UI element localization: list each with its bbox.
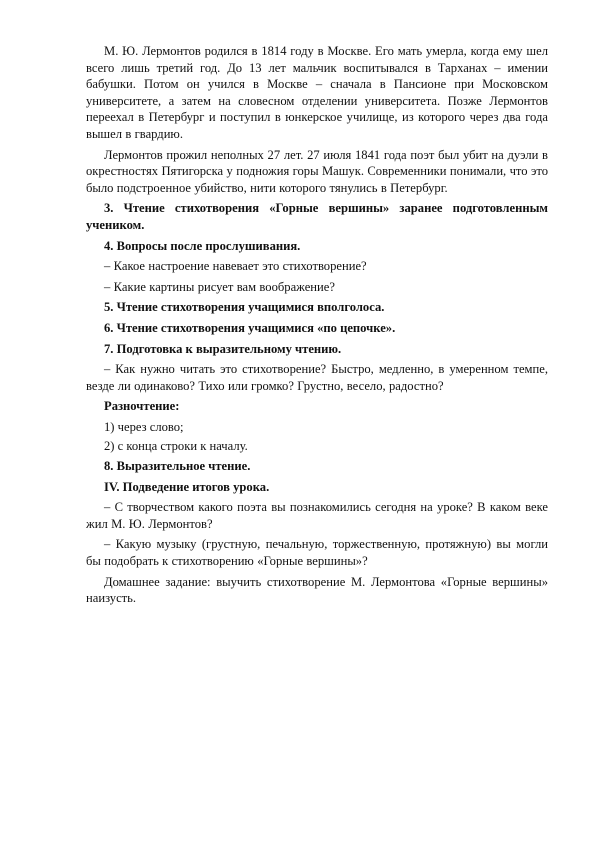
section-heading-4: 4. Вопросы после прослушивания.	[104, 238, 301, 253]
subheading-variant-reading: Разночтение:	[104, 399, 180, 414]
section-heading-6: 6. Чтение стихотворения учащимися «по цепочке».	[104, 320, 396, 335]
list-item-from-end: 2) с конца строки к началу.	[104, 439, 248, 454]
question-mood: – Какое настроение навевает это стихотворение?	[104, 259, 367, 274]
paragraph-biography-2: Лермонтов прожил неполных 27 лет. 27 июля 1841 года поэт был убит на дуэли в окрестностях Пятигорска у подножия горы Машук. Современники понимали, что это было подстроенное убийство, нити которого тянулись в Петербург.	[86, 147, 548, 195]
summary-question-2: – Какую музыку (грустную, печальную, торжественную, протяжную) вы могли бы подобрать к стихотворению «Горные вершины»?	[86, 537, 548, 569]
section-heading-7: 7. Подготовка к выразительному чтению.	[104, 341, 342, 356]
reading-question: – Как нужно читать это стихотворение? Быстро, медленно, в умеренном темпе, везде ли одинаково? Тихо или громко? Грустно, весело, радостно?	[86, 362, 548, 393]
document-body	[86, 43, 548, 611]
list-item-by-word: 1) через слово;	[104, 419, 184, 434]
question-pictures: – Какие картины рисует вам воображение?	[104, 279, 335, 294]
section-heading-3: 3. Чтение стихотворения «Горные вершины» заранее подготовленным учеником.	[86, 201, 548, 232]
section-heading-iv: IV. Подведение итогов урока.	[104, 479, 270, 494]
summary-question-1: – С творчеством какого поэта вы познакомились сегодня на уроке? В каком веке жил М. Ю. Лермонтов?	[86, 500, 548, 531]
section-heading-5: 5. Чтение стихотворения учащимися вполголоса.	[104, 300, 385, 315]
homework-assignment: Домашнее задание: выучить стихотворение М. Лермонтова «Горные вершины» наизусть.	[86, 574, 548, 606]
paragraph-biography-1: М. Ю. Лермонтов родился в 1814 году в Москве. Его мать умерла, когда ему шел всего лишь третий год. До 13 лет мальчик воспитывался в Тарханах – имении бабушки. Потом он учился в Москве – сначала в Пансионе при Московском университете, а затем на словесном отделении университета. Позже Лермонтов переехал в Петербург и поступил в юнкерское училище, из которого через два года вышел в гвардию.	[86, 44, 548, 141]
section-heading-8: 8. Выразительное чтение.	[104, 459, 251, 474]
